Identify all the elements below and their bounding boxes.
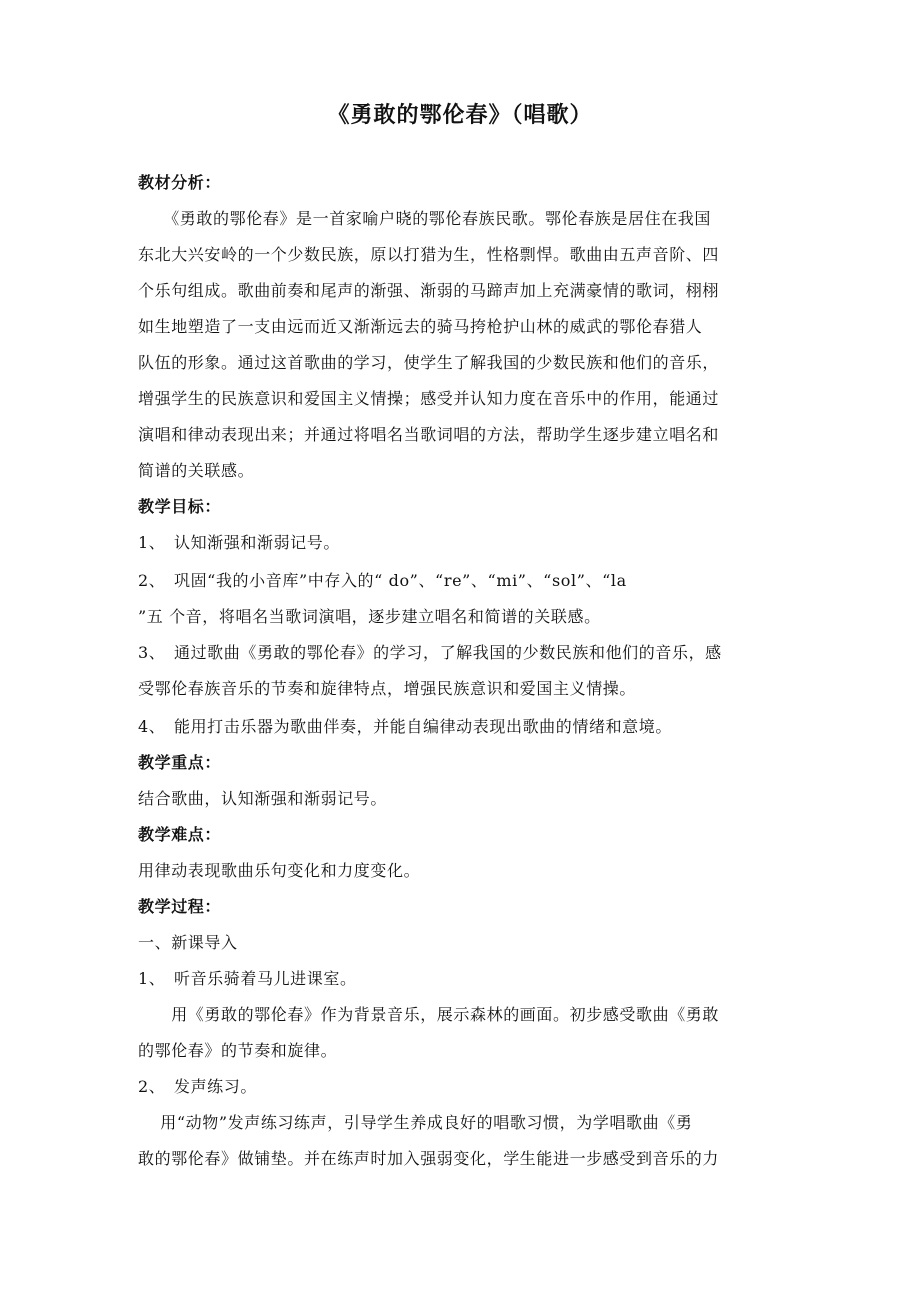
section-heading-material-analysis: 教材分析：: [138, 173, 222, 192]
list-item-continuation: ”五 个音，将唱名当歌词演唱，逐步建立唱名和简谱的关联感。: [138, 607, 601, 626]
paragraph-line: 《勇敢的鄂伦春》是一首家喻户晓的鄂伦春族民歌。鄂伦春族是居住在我国: [138, 209, 712, 228]
paragraph-line: 队伍的形象。通过这首歌曲的学习，使学生了解我国的少数民族和他们的音乐，: [138, 353, 720, 372]
list-item: 2、 发声练习。: [138, 1077, 257, 1096]
paragraph-line: 简谱的关联感。: [138, 461, 255, 480]
paragraph-line: 东北大兴安岭的一个少数民族，原以打猎为生，性格剽悍。歌曲由五声音阶、四: [138, 245, 720, 264]
paragraph-line: 的鄂伦春》的节奏和旋律。: [138, 1041, 338, 1060]
paragraph-line: 敢的鄂伦春》做铺垫。并在练声时加入强弱变化，学生能进一步感受到音乐的力: [138, 1149, 720, 1168]
list-item: 1、 听音乐骑着马儿进课室。: [138, 969, 357, 988]
list-item: 1、 认知渐强和渐弱记号。: [138, 533, 340, 552]
list-item: 3、 通过歌曲《勇敢的鄂伦春》的学习，了解我国的少数民族和他们的音乐，感: [138, 643, 722, 662]
section-heading-teaching-process: 教学过程：: [138, 897, 222, 916]
paragraph-line: 如生地塑造了一支由远而近又渐渐远去的骑马挎枪护山林的威武的鄂伦春猎人: [138, 317, 703, 336]
list-item-continuation: 受鄂伦春族音乐的节奏和旋律特点，增强民族意识和爱国主义情操。: [138, 679, 637, 698]
subsection-heading: 一、新课导入: [138, 933, 238, 952]
paragraph-line: 结合歌曲，认知渐强和渐弱记号。: [138, 789, 388, 808]
section-heading-difficulties: 教学难点：: [138, 825, 222, 844]
paragraph-line: 用《勇敢的鄂伦春》作为背景音乐，展示森林的画面。初步感受歌曲《勇敢: [138, 1005, 720, 1024]
paragraph-line: 用“动物”发声练习练声，引导学生养成良好的唱歌习惯，为学唱歌曲《勇: [138, 1113, 693, 1132]
paragraph-line: 个乐句组成。歌曲前奏和尾声的渐强、渐弱的马蹄声加上充满豪情的歌词，栩栩: [138, 281, 720, 300]
section-heading-teaching-goals: 教学目标：: [138, 497, 222, 516]
section-heading-key-points: 教学重点：: [138, 753, 222, 772]
list-item: 2、 巩固“我的小音库”中存入的“ do”、“re”、“mi”、“sol”、“la: [138, 571, 627, 590]
paragraph-line: 增强学生的民族意识和爱国主义情操；感受并认知力度在音乐中的作用，能通过: [138, 389, 720, 408]
list-item: 4、 能用打击乐器为歌曲伴奏，并能自编律动表现出歌曲的情绪和意境。: [138, 717, 672, 736]
paragraph-line: 用律动表现歌曲乐句变化和力度变化。: [138, 861, 421, 880]
document-title: 《勇敢的鄂伦春》（唱歌）: [327, 103, 593, 128]
paragraph-line: 演唱和律动表现出来；并通过将唱名当歌词唱的方法，帮助学生逐步建立唱名和: [138, 425, 720, 444]
